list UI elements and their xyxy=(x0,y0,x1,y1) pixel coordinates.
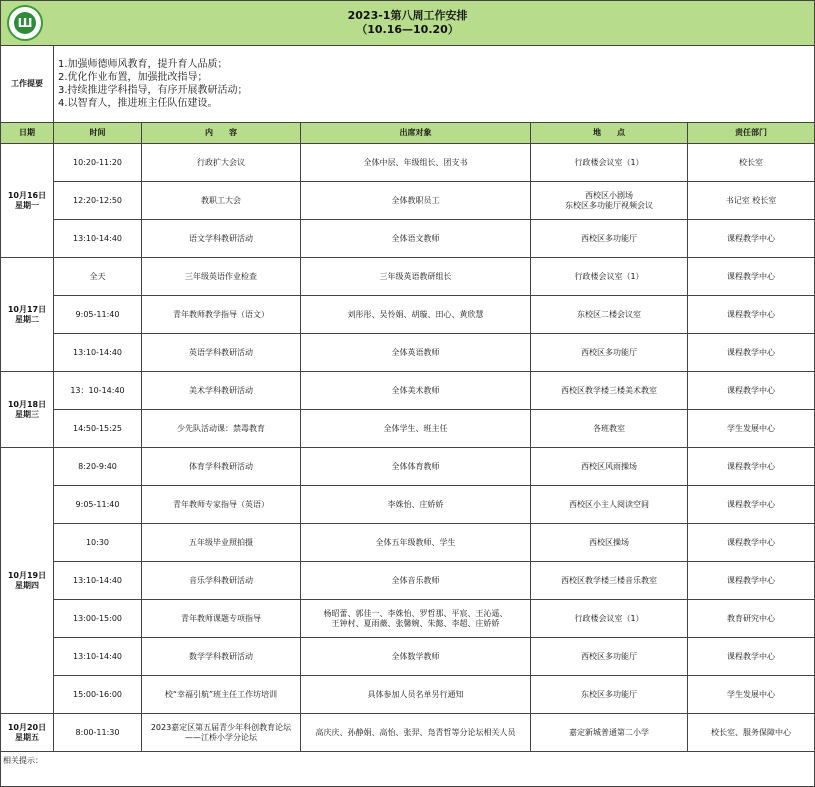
department-cell: 课程教学中心 xyxy=(688,296,815,334)
date-label: 10月16日 xyxy=(7,190,47,200)
time-cell: 8:20-9:40 xyxy=(54,448,142,486)
location-cell: 西校区多功能厅 xyxy=(531,638,688,676)
department-cell: 课程教学中心 xyxy=(688,562,815,600)
weekday-label: 星期四 xyxy=(15,580,39,590)
date-label: 10月17日 xyxy=(7,304,47,314)
time-cell: 14:50-15:25 xyxy=(54,410,142,448)
table-row xyxy=(1,220,815,258)
summary-item: 2.优化作业布置，加强批改指导； xyxy=(58,72,208,83)
department-cell: 课程教学中心 xyxy=(688,486,815,524)
content-cell: 青年教师教学指导（语文） xyxy=(142,296,301,334)
summary-item: 4.以智育人，推进班主任队伍建设。 xyxy=(58,98,218,109)
table-row xyxy=(1,410,815,448)
location-cell: 西校区多功能厅 xyxy=(531,334,688,372)
attendees-cell: 全体五年级教师、学生 xyxy=(301,524,531,562)
time-cell: 10:20-11:20 xyxy=(54,144,142,182)
location-cell: 西校区教学楼三楼音乐教室 xyxy=(531,562,688,600)
column-header: 内 容 xyxy=(142,123,301,144)
attendees-cell: 全体英语教师 xyxy=(301,334,531,372)
time-cell: 13:00-15:00 xyxy=(54,600,142,638)
table-row xyxy=(1,638,815,676)
time-cell: 13:10-14:40 xyxy=(54,220,142,258)
time-cell: 13：10-14:40 xyxy=(54,372,142,410)
department-cell: 校长室、服务保障中心 xyxy=(688,714,815,752)
column-header-row xyxy=(1,123,815,144)
date-range: （10.16—10.20） xyxy=(356,23,459,36)
content-cell: 音乐学科教研活动 xyxy=(142,562,301,600)
location-cell: 东校区多功能厅 xyxy=(531,676,688,714)
attendees-cell: 三年级英语教研组长 xyxy=(301,258,531,296)
date-label: 10月18日 xyxy=(7,399,47,409)
department-cell: 课程教学中心 xyxy=(688,638,815,676)
attendees-cell: 刘彤彤、吴怜娟、胡璇、田心、黄欣慧 xyxy=(301,296,531,334)
date-label: 10月19日 xyxy=(7,570,47,580)
weekday-label: 星期一 xyxy=(15,200,39,210)
location-cell: 西校区操场 xyxy=(531,524,688,562)
page-title: 2023-1第八周工作安排 xyxy=(347,9,468,22)
table-row xyxy=(1,524,815,562)
time-cell: 10:30 xyxy=(54,524,142,562)
time-cell: 13:10-14:40 xyxy=(54,562,142,600)
school-logo: Ш xyxy=(7,5,43,41)
time-cell: 9:05-11:40 xyxy=(54,296,142,334)
time-cell: 13:10-14:40 xyxy=(54,638,142,676)
table-row xyxy=(1,334,815,372)
department-cell: 校长室 xyxy=(688,144,815,182)
location-cell: 西校区风雨操场 xyxy=(531,448,688,486)
attendees-cell: 具体参加人员名单另行通知 xyxy=(301,676,531,714)
date-cell xyxy=(1,258,54,372)
content-cell: 青年教师专家指导（英语） xyxy=(142,486,301,524)
summary-label: 工作提要 xyxy=(1,46,54,123)
content-cell: 少先队活动课：禁毒教育 xyxy=(142,410,301,448)
title-banner xyxy=(1,1,815,46)
attendees-cell: 全体学生、班主任 xyxy=(301,410,531,448)
time-cell: 13:10-14:40 xyxy=(54,334,142,372)
location-cell: 嘉定新城普通第二小学 xyxy=(531,714,688,752)
content-cell: 青年教师课题专项指导 xyxy=(142,600,301,638)
location-cell: 行政楼会议室（1） xyxy=(531,258,688,296)
table-row xyxy=(1,562,815,600)
attendees-cell: 全体语文教师 xyxy=(301,220,531,258)
department-cell: 课程教学中心 xyxy=(688,448,815,486)
department-cell: 课程教学中心 xyxy=(688,372,815,410)
location-cell: 西校区教学楼三楼美术教室 xyxy=(531,372,688,410)
attendees-cell: 杨昭蕾、郭佳一、李姝怡、罗哲那、平宸、王沁遥、 王钟村、夏雨薇、张馨婉、朱懿、李超、庄娇娇 xyxy=(301,600,531,638)
content-cell: 语文学科教研活动 xyxy=(142,220,301,258)
date-cell xyxy=(1,448,54,714)
department-cell: 教育研究中心 xyxy=(688,600,815,638)
table-row xyxy=(1,714,815,752)
location-cell: 西校区小剧场 东校区多功能厅视频会议 xyxy=(531,182,688,220)
attendees-cell: 全体音乐教师 xyxy=(301,562,531,600)
summary-item: 3.持续推进学科指导，有序开展教研活动； xyxy=(58,85,248,96)
weekday-label: 星期三 xyxy=(15,409,39,419)
date-label: 10月20日 xyxy=(7,722,47,732)
location-cell: 行政楼会议室（1） xyxy=(531,600,688,638)
content-cell: 教职工大会 xyxy=(142,182,301,220)
attendees-cell: 全体美术教师 xyxy=(301,372,531,410)
table-row xyxy=(1,448,815,486)
department-cell: 学生发展中心 xyxy=(688,676,815,714)
table-row xyxy=(1,372,815,410)
time-cell: 15:00-16:00 xyxy=(54,676,142,714)
table-row xyxy=(1,296,815,334)
content-cell: 五年级毕业照拍摄 xyxy=(142,524,301,562)
content-cell: 2023嘉定区第五届青少年科创教育论坛 ——江桥小学分论坛 xyxy=(142,714,301,752)
department-cell: 课程教学中心 xyxy=(688,258,815,296)
department-cell: 书记室 校长室 xyxy=(688,182,815,220)
weekday-label: 星期二 xyxy=(15,314,39,324)
content-cell: 三年级英语作业检查 xyxy=(142,258,301,296)
time-cell: 12:20-12:50 xyxy=(54,182,142,220)
content-cell: 行政扩大会议 xyxy=(142,144,301,182)
location-cell: 西校区小主人阅读空间 xyxy=(531,486,688,524)
department-cell: 课程教学中心 xyxy=(688,220,815,258)
table-row xyxy=(1,144,815,182)
attendees-cell: 全体教职员工 xyxy=(301,182,531,220)
attendees-cell: 全体体育教师 xyxy=(301,448,531,486)
content-cell: 数学学科教研活动 xyxy=(142,638,301,676)
column-header: 地 点 xyxy=(531,123,688,144)
time-cell: 8:00-11:30 xyxy=(54,714,142,752)
attendees-cell: 全体数学教师 xyxy=(301,638,531,676)
location-cell: 各班教室 xyxy=(531,410,688,448)
location-cell: 东校区二楼会议室 xyxy=(531,296,688,334)
summary-list xyxy=(54,46,815,123)
table-row xyxy=(1,600,815,638)
weekday-label: 星期五 xyxy=(15,732,39,742)
attendees-cell: 李姝怡、庄娇娇 xyxy=(301,486,531,524)
date-cell xyxy=(1,144,54,258)
location-cell: 西校区多功能厅 xyxy=(531,220,688,258)
column-header: 出席对象 xyxy=(301,123,531,144)
table-row xyxy=(1,486,815,524)
content-cell: 体育学科教研活动 xyxy=(142,448,301,486)
content-cell: 校“幸福引航”班主任工作坊培训 xyxy=(142,676,301,714)
department-cell: 课程教学中心 xyxy=(688,524,815,562)
attendees-cell: 高庆庆、孙静娟、高怡、张羿、凫青哲等分论坛相关人员 xyxy=(301,714,531,752)
date-cell xyxy=(1,372,54,448)
content-cell: 美术学科教研活动 xyxy=(142,372,301,410)
table-row xyxy=(1,182,815,220)
department-cell: 课程教学中心 xyxy=(688,334,815,372)
location-cell: 行政楼会议室（1） xyxy=(531,144,688,182)
time-cell: 9:05-11:40 xyxy=(54,486,142,524)
table-row xyxy=(1,676,815,714)
column-header: 日期 xyxy=(1,123,54,144)
department-cell: 学生发展中心 xyxy=(688,410,815,448)
summary-item: 1.加强师德师风教育，提升育人品质； xyxy=(58,59,228,70)
date-cell xyxy=(1,714,54,752)
time-cell: 全天 xyxy=(54,258,142,296)
notes-label: 相关提示： xyxy=(1,752,815,787)
table-row xyxy=(1,258,815,296)
attendees-cell: 全体中层、年级组长、团支书 xyxy=(301,144,531,182)
content-cell: 英语学科教研活动 xyxy=(142,334,301,372)
column-header: 时间 xyxy=(54,123,142,144)
column-header: 责任部门 xyxy=(688,123,815,144)
